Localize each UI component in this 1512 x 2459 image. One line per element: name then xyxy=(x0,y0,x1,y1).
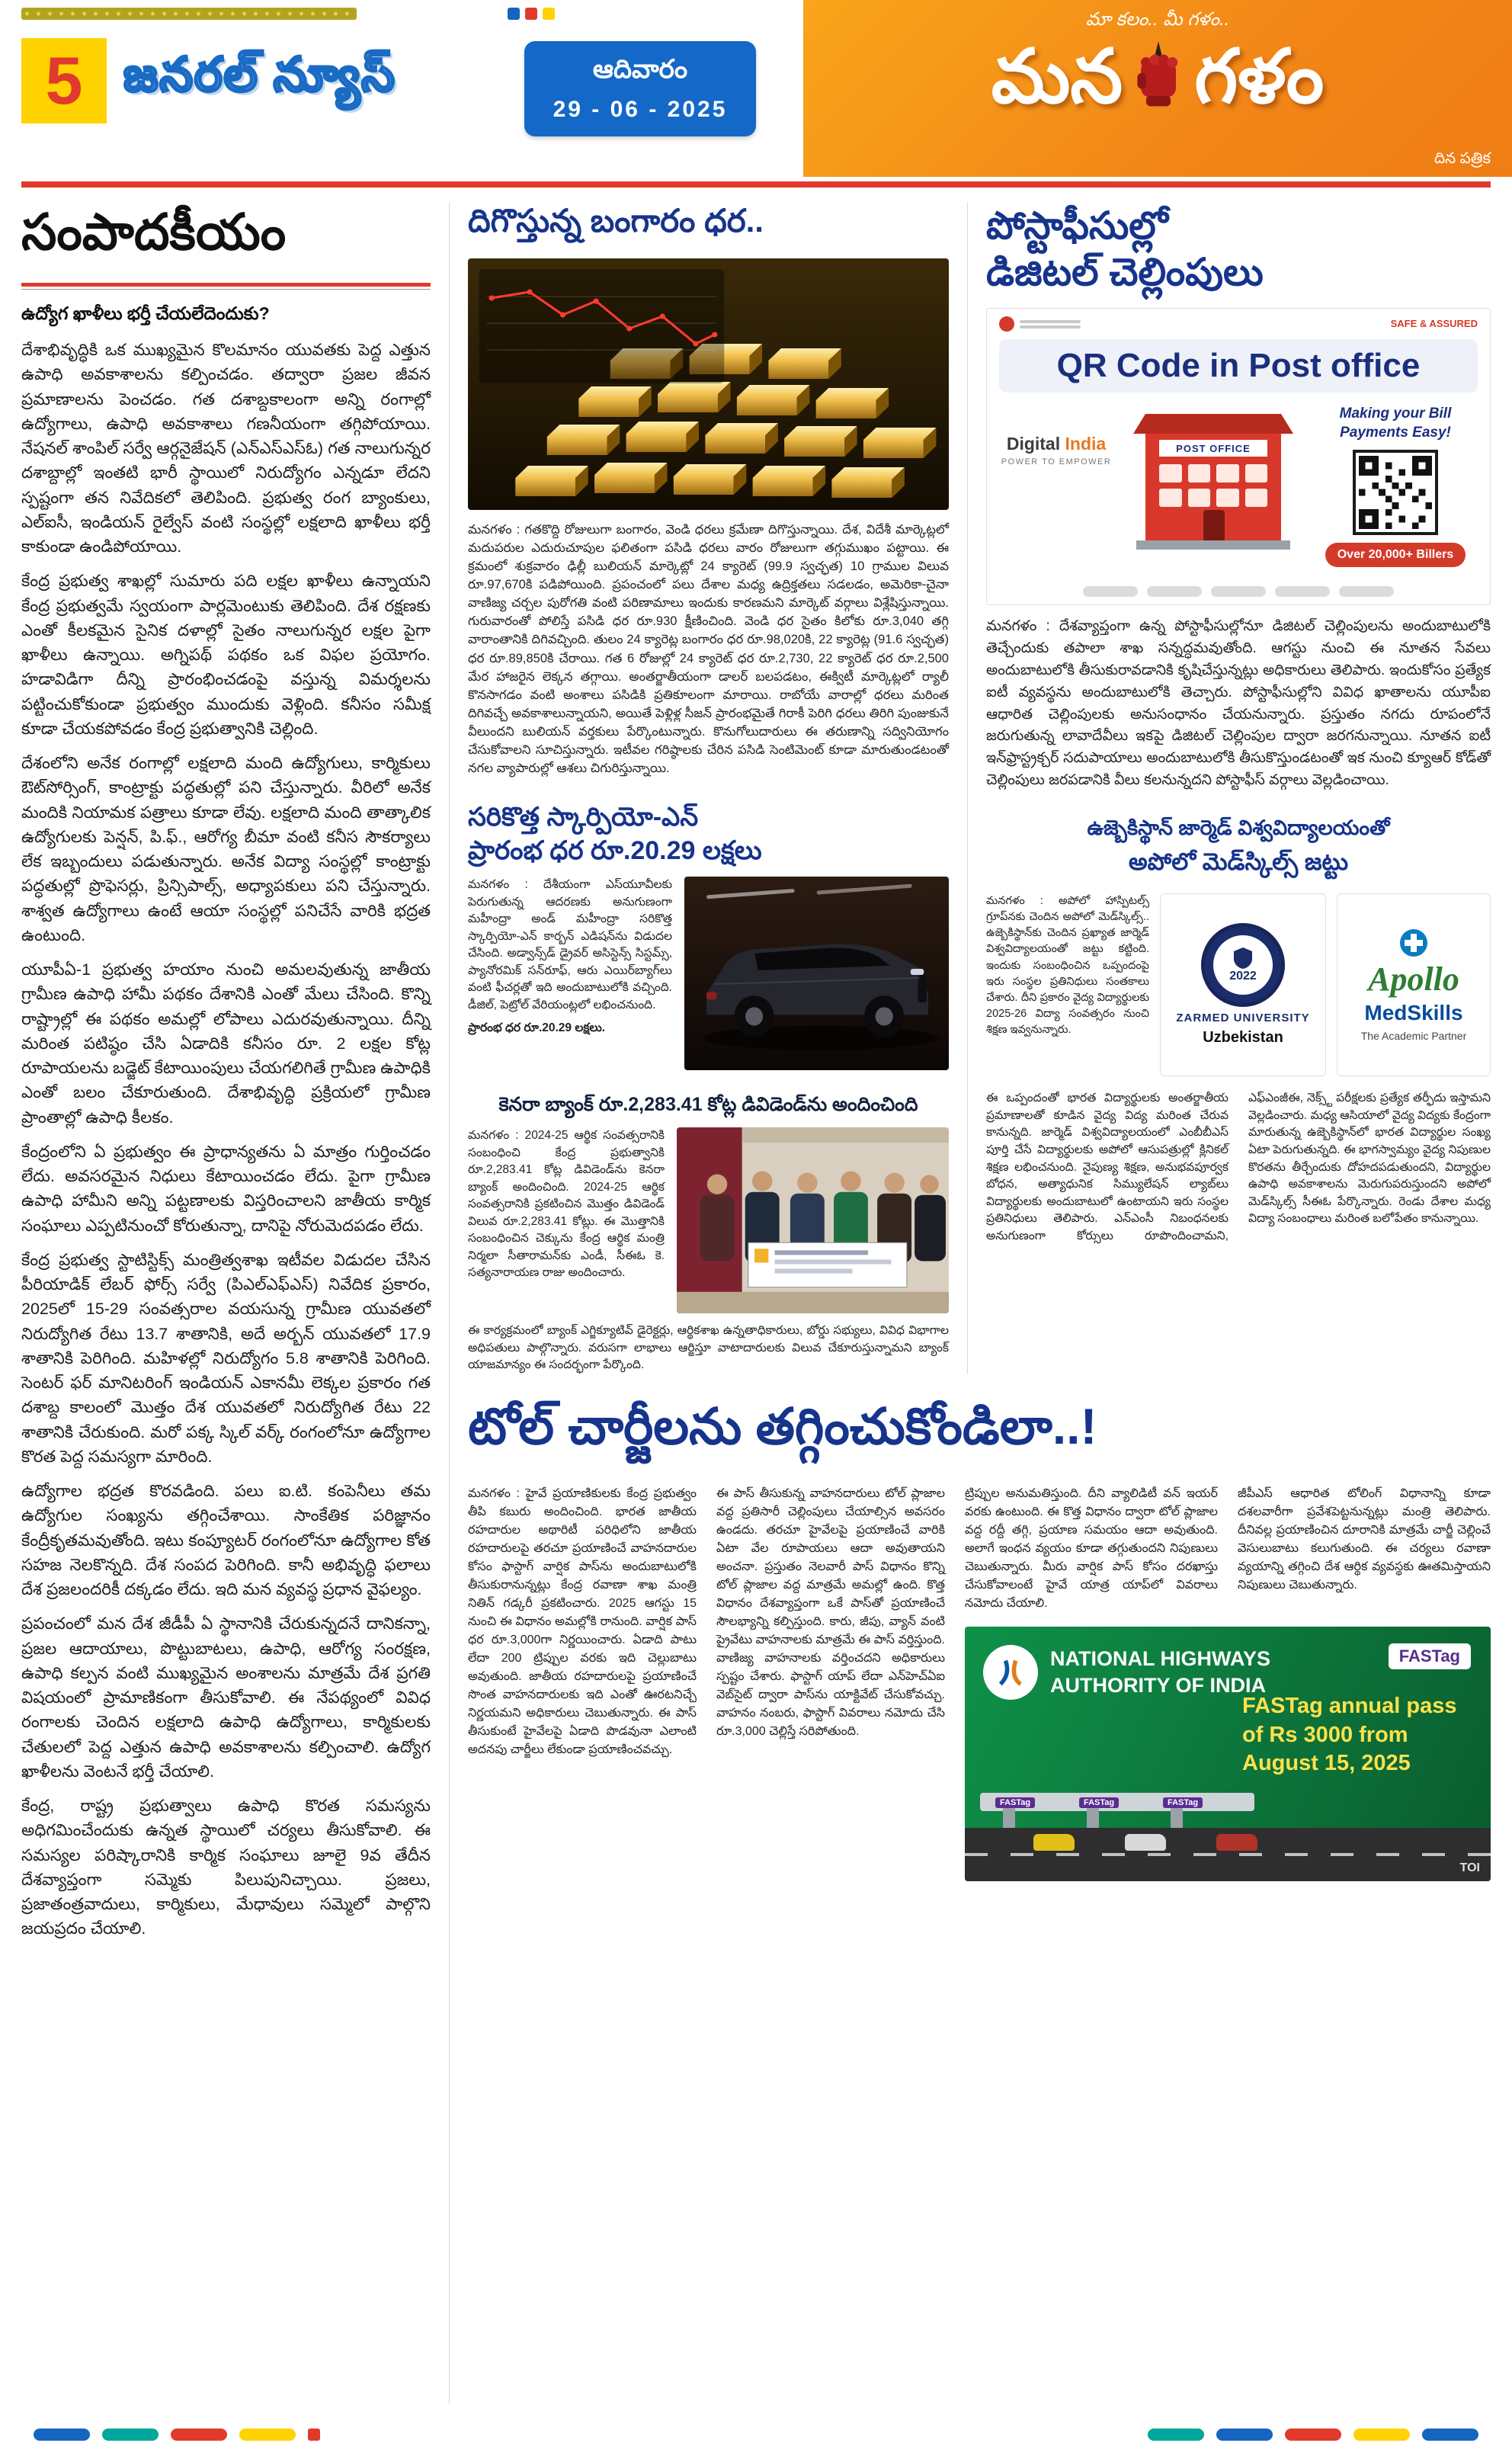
editorial-paragraph: కేంద్ర ప్రభుత్వ స్టాటిస్టిక్స్ మంత్రిత్వశాఖ ఇటీవల విడుదల చేసిన పీరియాడిక్ లేబర్ ఫోర్స్ సర్వే (పిఎల్ఎఫ్ఎస్) నివేదిక ప్రకారం, 2025లో 15-29 సంవత్సరాల వయసున్న గ్రామీణ యువతలో నిరుద్యోగిత రేటు 13.7 శాతానికి, అదే అర్బన్ యువతలో 17.9 శాతానికి పెరిగింది. మహిళల్లో నిరుద్యోగం 5.8 శాతానికి పెరిగింది. సెంటర్ ఫర్ మానిటరింగ్ ఇండియన్ ఎకానమీ లెక్కల ప్రకారం గత దశాబ్ద కాలంలో మొత్తం దేశ యువతలో నిరుద్యోగిత రేటు 22 శాతానికి చేరుకుంది. మరో పక్క స్కిల్ వర్క్ రంగంలోనూ ఉద్యోగాల కొరత పెద్ద సమస్యగా మారింది. xyxy=(21,1250,431,1466)
canara-article xyxy=(468,1092,949,1374)
brand-word-2: గళం xyxy=(1194,34,1325,118)
masthead xyxy=(0,0,1512,177)
canara-body-extra: ఈ కార్యక్రమంలో బ్యాంక్ ఎగ్జిక్యూటివ్ డైరెక్టర్లు, ఆర్థికశాఖ ఉన్నతాధికారులు, బోర్డు సభ్యులు, వివిధ విభాగాల అధిపతులు పాల్గొన్నారు. వరుసగా లాభాలు ఆర్జిస్తూ వాటాదారులకు విలువ చేకూరుస్తున్నామని బ్యాంక్ యాజమాన్యం ఈ సందర్భంగా పేర్కొంది. xyxy=(468,1324,949,1372)
apollo-body: ఈ ఒప్పందంతో భారత విద్యార్థులకు అంతర్జాతీయ ప్రమాణాలతో కూడిన వైద్య విద్య మరింత చేరువ కానున్నది. జార్మెడ్ విశ్వవిద్యాలయంలో ఎంబీబీఎస్ పూర్తి చేసే విద్యార్థులకు అపోలో ఆసుపత్రుల్లో క్లినికల్ శిక్షణ లభించనుంది. నైపుణ్య శిక్షణ, అనుభవపూర్వక బోధన, అత్యాధునిక సిమ్యులేషన్ ల్యాబ్‌లు విద్యార్థులకు అందుబాటులో ఉంటాయని ఇరు సంస్థల ప్రతినిధులు తెలిపారు. ఎన్‌ఎంసీ నిబంధనలకు అనుగుణంగా కోర్సులు రూపొందించామని, ఎఫ్‌ఎంజీఈ, నెక్స్ట్ పరీక్షలకు ప్రత్యేక తర్ఫీదు ఇస్తామని వెల్లడించారు. మధ్య ఆసియాలో వైద్య విద్యకు కేంద్రంగా మారుతున్న ఉజ్బెకిస్థాన్‌లో భారత విద్యార్థుల సంఖ్య ఏటా పెరుగుతున్నది. ఈ భాగస్వామ్యం వైద్య నిపుణుల కొరతను తీర్చేందుకు దోహదపడుతుందని, విద్యార్థుల ఉపాధి అవకాశాలను మెరుగుపరుస్తుందని అపోలో మెడ్‌స్కిల్స్ సీఈఓ పేర్కొన్నారు. రెండు దేశాల మధ్య విద్యా సంబంధాలు మరింత బలోపేతం కానున్నాయి. xyxy=(986,1092,1491,1242)
footer-decor-right xyxy=(1148,2429,1478,2441)
shield-icon xyxy=(1233,947,1253,970)
gold-headline: దిగొస్తున్న బంగారం ధర.. xyxy=(468,203,764,239)
fastag-lane-label: FASTag xyxy=(1163,1797,1203,1808)
right-zone xyxy=(450,203,1491,2404)
post-office-headline xyxy=(986,203,1491,296)
apollo-intro: మనగళం : అపోలో హాస్పిటల్స్ గ్రూప్‌నకు చెందిన అపోలో మెడ్‌స్కిల్స్.. ఉజ్బెకిస్థాన్‌కు చెందిన ప్రఖ్యాత జార్మెడ్ విశ్వవిద్యాలయంతో జట్టు కట్టింది. ఇందుకు సంబంధించిన ఒప్పందంపై ఇరు సంస్థల ప్రతినిధులు సంతకాలు చేశారు. దీని ప్రకారం వైద్య విద్యార్థులకు 2025-26 విద్యా సంవత్సరం నుంచి శిక్షణ ఇవ్వనున్నారు. xyxy=(986,895,1149,1037)
editorial-article xyxy=(21,203,450,2404)
brand-tagline: దిన పత్రిక xyxy=(1434,150,1491,167)
apollo-logo-word2: MedSkills xyxy=(1364,1001,1463,1024)
toll-col-3: ట్రిప్పుల అనుమతిస్తుంది. దీని వ్యాలిడిటీ వన్ ఇయర్ వరకు ఉంటుంది. ఈ కొత్త విధానం ద్వారా టోల్ ప్లాజాల వద్ద రద్దీ తగ్గి, ప్రయాణ సమయం ఆదా అవుతుంది. అలాగే ఇంధన వ్యయం కూడా తగ్గుతుందని నిపుణులు చెబుతున్నారు. మీరు వార్షిక పాస్ కోసం దరఖాస్తు చేసుకోవాలంటే హైవే యాత్ర యాప్‌లో వివరాలు నమోదు చేయాలి. xyxy=(965,1486,1218,1610)
nhai-fastag-image xyxy=(965,1627,1491,1881)
gold-body: మనగళం : గతకొద్ది రోజులుగా బంగారం, వెండి ధరలు క్రమేణా దిగొస్తున్నాయి. దేశ, విదేశీ మార్కెట్లలో మదుపరుల ఎదురుచూపుల ఫలితంగా పసిడి ధరలు వారం రోజులుగా తగ్గుముఖం పట్టాయి. ఈ క్రమంలో శుక్రవారం ఢిల్లీ బులియన్ మార్కెట్లో 24 క్యారెట్ (99.9 స్వచ్ఛత) 10 గ్రాముల విలువ రూ.97,670కి పడిపోయింది. ప్రపంచంలో పలు దేశాల మధ్య ఉద్రిక్తతలు సడలడం, అమెరికా-చైనా వాణిజ్య చర్చల పురోగతి వంటి పరిణామాలు ఇందుకు కారణమని మార్కెట్ వర్గాలు విశ్లేషిస్తున్నాయి. గురువారంతో పోలిస్తే పసిడి ధర రూ.930 క్షీణించింది. వెండి ధర సైతం కిలోకు రూ.3,040 తగ్గి వారాంతానికి దిగివచ్చింది. తులం 24 క్యారెట్ల బంగారం ధర రూ.98,020కి, 22 క్యారెట్ల (91.6 స్వచ్ఛత) ధర రూ.89,850కి చేరాయి. గత 6 రోజుల్లో 24 క్యారెట్ ధర రూ.2,730, 22 క్యారెట్ ధర రూ.2,500 మేర హాజరైన లెక్కన తగ్గాయి. అంతర్జాతీయంగా డాలర్ బలపడటం, ఈక్విటీ మార్కెట్లలో ర్యాలీ కొనసాగడం వంటి అంశాలు పసిడికి ప్రతికూలంగా మారాయి. రాబోయే వారాల్లో ధరలు మరింత దిగివచ్చే అవకాశాలున్నాయని, అయితే పెళ్లిళ్ల సీజన్ ప్రారంభమైతే గిరాకీ పెరిగి ధరలు తిరిగి పుంజుకునే వీలుందని బులియన్ వర్తకులు పేర్కొంటున్నారు. కొనుగోలుదారులు ఈ తరుణాన్ని సద్వినియోగం చేసుకోవాలని సూచిస్తున్నారు. ఇటీవల గరిష్ఠాలకు చేరిన పసిడి సెంటిమెంట్ కూడా మారుతుండటంతో నగల వ్యాపారుల్లో ఆశలు చిగురిస్తున్నాయి. xyxy=(468,523,949,776)
fist-icon xyxy=(1132,40,1185,114)
post-office-building-illustration xyxy=(1123,414,1304,557)
apollo-logo-tagline: The Academic Partner xyxy=(1360,1030,1467,1042)
safe-assured-badge: SAFE & ASSURED xyxy=(1390,318,1478,330)
digital-india-word2: India xyxy=(1065,434,1107,454)
zarmed-country: Uzbekistan xyxy=(1203,1029,1283,1046)
digital-india-word1: Digital xyxy=(1006,434,1065,454)
main-content xyxy=(0,203,1512,2404)
post-office-headline-line1: పోస్టాఫీసుల్లో xyxy=(986,204,1168,247)
fastag-logo: FASTag xyxy=(1389,1643,1471,1669)
scorpio-headline xyxy=(468,800,949,867)
canara-body: మనగళం : 2024-25 ఆర్థిక సంవత్సరానికి సంబంధించి కేంద్ర ప్రభుత్వానికి రూ.2,283.41 కోట్ల డివిడెండ్‌ను కెనరా బ్యాంక్ అందించింది. 2024-25 ఆర్థిక సంవత్సరానికి ప్రకటించిన మొత్తం డివిడెండ్ విలువ రూ.2,283.41 కోట్లు. ఈ మొత్తానికి సంబంధించిన చెక్కును కేంద్ర ఆర్థిక మంత్రి నిర్మలా సీతారామన్‌కు ఎండీ, సీఈఓ కె. సత్యనారాయణ రాజు అందించారు. xyxy=(468,1129,665,1280)
issue-date: 29 - 06 - 2025 xyxy=(553,96,728,122)
toll-article xyxy=(468,1397,1491,1881)
scorpio-body: మనగళం : దేశీయంగా ఎస్‌యూవీలకు పెరుగుతున్న ఆదరణకు అనుగుణంగా మహీంద్రా అండ్ మహీంద్రా సరికొత్త స్కార్పియో-ఎన్ కార్బన్ ఎడిషన్‌ను విడుదల చేసింది. అడ్వాన్స్‌డ్ డ్రైవర్ అసిస్టెన్స్ సిస్టమ్స్, ప్యానోరమిక్ సన్‌రూఫ్, ఆరు ఎయిర్‌బ్యాగ్‌లు వంటి ఫీచర్లతో ఇది అందుబాటులోకి వచ్చింది. డీజిల్, పెట్రోల్ వేరియంట్లలో లభించనుంది. xyxy=(468,878,672,1011)
post-office-headline-line2: డిజిటల్ చెల్లింపులు xyxy=(986,251,1264,293)
toll-col-1: మనగళం : హైవే ప్రయాణికులకు కేంద్ర ప్రభుత్వం తీపి కబురు అందించింది. భారత జాతీయ రహదారుల అథారిటీ పరిధిలోని జాతీయ రహదారులపై తరచూ ప్రయాణించే వాహనదారుల కోసం ఫాస్టాగ్ వార్షిక పాస్‌ను అందుబాటులోకి తీసుకురానున్నట్లు కేంద్ర రవాణా శాఖ మంత్రి నితిన్ గడ్కరీ ప్రకటించారు. 2025 ఆగస్టు 15 నుంచి ఈ విధానం అమల్లోకి రానుంది. వార్షిక పాస్ ధర రూ.3,000గా నిర్ణయించారు. ఏడాది పాటు లేదా 200 ట్రిప్పుల వరకు ఇది చెల్లుబాటు అవుతుంది. జాతీయ రహదారులపై ప్రయాణించే సొంత వాహనదారులకు ఇది ఎంతో ఊరటనిచ్చే నిర్ణయమని అధికారులు చెబుతున్నారు. ఈ పాస్ తీసుకుంటే హైవేలపై ఏడాది పొడవునా ఎలాంటి అదనపు చార్జీలు లేకుండా ప్రయాణించవచ్చు. xyxy=(468,1486,697,1756)
decorative-squares xyxy=(508,8,555,20)
editorial-lead: ఉద్యోగ ఖాళీలు భర్తీ చేయలేదెందుకు? xyxy=(21,303,270,323)
scorpio-article xyxy=(468,800,949,1070)
editorial-paragraph: యూపీఏ-1 ప్రభుత్వ హయాం నుంచి అమలవుతున్న జాతీయ గ్రామీణ ఉపాధి హామీ పథకం దేశానికి ఎంతో మేలు చేసింది. కొన్ని రాష్ట్రాల్లో ఈ పథకం అమల్లో లోపాలు ఎదురవుతున్నాయి. దీన్ని మరింత పటిష్ఠం చేసి ఏడాదికి కనీసం రూ. 2 లక్షల కోట్ల రూపాయలను బడ్జెట్ కేటాయింపులు చేయగలిగితే గ్రామీణ ఉపాధికి ఎంతో బలం చేకూరుతుంది. దేశాభివృద్ధి ప్రక్రియలో గ్రామీణ ప్రాంతాల్లో ఉపాధి కీలకం. xyxy=(21,960,431,1127)
gold-bars-image xyxy=(468,258,949,510)
billers-badge: Over 20,000+ Billers xyxy=(1325,543,1466,567)
right-column xyxy=(968,203,1491,1374)
brand-word-1: మన xyxy=(991,34,1123,118)
brand-slogan: మా కలం.. మీ గళం.. xyxy=(1085,9,1230,30)
toll-col-4: జీపీఎస్ ఆధారిత టోలింగ్ విధానాన్ని కూడా దశలవారీగా ప్రవేశపెట్టనున్నట్లు మంత్రి తెలిపారు. దీనివల్ల ప్రయాణించిన దూరానికి మాత్రమే చార్జీ చెల్లించే వెసులుబాటు కలుగుతుంది. ఈ చర్యలు రవాణా వ్యయాన్ని తగ్గించి దేశ ఆర్థిక వ్యవస్థకు ఊతమిస్తాయని నిపుణులు చెబుతున్నారు. xyxy=(1238,1486,1491,1592)
india-post-logo xyxy=(999,316,1081,332)
toi-watermark: TOI xyxy=(1459,1861,1480,1874)
editorial-title: సంపాదకీయం xyxy=(21,204,287,260)
scorpio-price-note: ప్రారంభ ధర రూ.20.29 లక్షలు. xyxy=(468,1021,606,1035)
toll-col-2: ఈ పాస్ తీసుకున్న వాహనదారులు టోల్ ప్లాజాల వద్ద ప్రతిసారీ చెల్లింపులు చేయాల్సిన అవసరం ఉండదు. తరచూ హైవేలపై ప్రయాణించే వారికి ఏటా వేల రూపాయలు ఆదా అవుతాయని అంచనా. ప్రస్తుతం నెలవారీ పాస్ విధానం కొన్ని టోల్ ప్లాజాల వద్ద మాత్రమే అమల్లో ఉంది. కొత్త విధానం దేశవ్యాప్తంగా ఒకే పాస్‌తో ప్రయాణించే సౌలభ్యాన్ని కల్పిస్తుంది. కారు, జీపు, వ్యాన్ వంటి ప్రైవేటు వాహనాలకు మాత్రమే ఈ పాస్ వర్తిస్తుంది. వాణిజ్య వాహనాలకు వర్తించదని అధికారులు స్పష్టం చేశారు. ఫాస్టాగ్ యాప్ లేదా ఎన్‌హెచ్ఏఐ వెబ్‌సైట్ ద్వారా పాస్‌ను యాక్టివేట్ చేసుకోవచ్చు. వాహనం నంబరు, ఫాస్టాగ్ వివరాలు నమోదు చేసి రూ.3,000 చెల్లిస్తే సరిపోతుంది. xyxy=(716,1486,945,1738)
decorative-dot-strip xyxy=(21,8,357,20)
fastag-lane-label: FASTag xyxy=(995,1797,1035,1808)
post-office-sign: POST OFFICE xyxy=(1159,440,1267,457)
masthead-divider xyxy=(21,181,1491,188)
weekday: ఆదివారం xyxy=(592,54,688,84)
page-footer xyxy=(0,2410,1512,2459)
editorial-paragraph: ఉద్యోగాల భద్రత కొరవడింది. పలు ఐ.టి. కంపెనీలు తమ ఉద్యోగుల సంఖ్యను తగ్గించేశాయి. సాంకేతిక పరిజ్ఞానం కేంద్రీకృతమవుతోంది. ఇటు కంప్యూటర్ రంగంలోనూ ఉద్యోగాల కోత సహజ నెలకొన్నది. దేశ సంపద పెరిగింది. కానీ అభివృద్ధి ఫలాలు దేశ ప్రజలందరికీ దక్కడం లేదు. ఇది మన వ్యవస్థ ప్రధాన వైఫల్యం. xyxy=(21,1482,431,1598)
brand-panel xyxy=(803,0,1512,177)
zarmed-name: ZARMED UNIVERSITY xyxy=(1176,1011,1310,1024)
apollo-headline-line2: అపోలో మెడ్‌స్కిల్స్ జట్టు xyxy=(1128,848,1349,875)
apollo-medskills-article xyxy=(986,816,1491,1246)
qr-post-office-promo-image xyxy=(986,308,1491,605)
apollo-headline-line1: ఉజ్బెకిస్థాన్ జార్మెడ్ విశ్వవిద్యాలయంతో xyxy=(1087,816,1390,839)
post-office-body: మనగళం : దేశవ్యాప్తంగా ఉన్న పోస్టాఫీసుల్లోనూ డిజిటల్ చెల్లింపులను అందుబాటులోకి తెచ్చేందుకు తపాలా శాఖ సన్నద్ధమవుతోంది. ఆగస్టు నుంచి ఈ నూతన సేవలు అందుబాటులోకి తీసుకురావడానికి కృషిచేస్తున్నట్లు అధికారులు తెలిపారు. ఇందుకోసం ప్రత్యేక ఐటీ వ్యవస్థను అందుబాటులోకి తెచ్చారు. పోస్టాఫీసుల్లోని వివిధ ఖాతాలను యూపీఐ ఆధారిత చెల్లింపులకు అనుసంధానం చేయనున్నారు. ప్రస్తుతం నగదు రూపంలోనే జరుగుతున్న లావాదేవీలు ఇకపై డిజిటల్ చెల్లింపుల ద్వారా జరగనున్నాయి. నూతన ఐటీ ఇన్‌ఫ్రాస్ట్రక్చర్ సదుపాయాలు అందుబాటులోకి తీసుకొస్తుండటంతో ఇక నుంచి క్యూఆర్ కోడ్‌తో చెల్లింపులు జరపడానికి వీలు కలనున్నదని పోస్టాఫీస్ వర్గాలు వెల్లడించాయి. xyxy=(986,618,1491,789)
canara-cheque-photo xyxy=(677,1127,949,1313)
editorial-rule-thin xyxy=(21,289,431,290)
scorpio-headline-line1: సరికొత్త స్కార్పియో-ఎన్ xyxy=(468,803,699,832)
scorpio-headline-line2: ప్రారంభ ధర రూ.20.29 లక్షలు xyxy=(468,836,762,866)
nhai-logo xyxy=(983,1645,1038,1700)
page-number: 5 xyxy=(21,38,107,123)
footer-decor-left xyxy=(34,2429,320,2441)
zarmed-year: 2022 xyxy=(1229,970,1257,983)
fastag-lane-label: FASTag xyxy=(1079,1797,1119,1808)
editorial-paragraph: దేశంలోని అనేక రంగాల్లో లక్షలాది మంది ఉద్యోగులు, కార్మికులు ఔట్‌సోర్సింగ్, కాంట్రాక్టు పద్ధతుల్లో పని చేస్తున్నారు. వీరిలో అనేక మందికి నియామక పత్రాలు కూడా లేవు. లక్షలాది మంది తాత్కాలిక ఉద్యోగులకు పెన్షన్, పి.ఫ్., ఆరోగ్య బీమా వంటి కనీస సౌకర్యాలు లేక ఇబ్బందులు పడుతున్నారు. అనేక విద్యా సంస్థల్లో కాంట్రాక్టు పద్ధతుల్లో ప్రొఫెసర్లు, ప్రిన్సిపాల్స్, అధ్యాపకులు పని చేస్తున్నారు. శాశ్వత ఉద్యోగాలు ఉంటే ఆయా సంస్థల్లో పనిచేసే వారికి భద్రత ఉంటుంది. xyxy=(21,754,431,944)
canara-headline: కెనరా బ్యాంక్ రూ.2,283.41 కోట్ల డివిడెండ్‌ను అందించింది xyxy=(498,1094,918,1116)
date-box xyxy=(524,41,757,136)
fastag-pass-text: FASTag annual pass of Rs 3000 from August 15, 2025 xyxy=(1242,1693,1457,1776)
masthead-center xyxy=(488,0,793,177)
editorial-paragraph: ప్రపంచంలో మన దేశ జీడీపీ ఏ స్థానానికి చేరుకున్నదనే దానికన్నా, ప్రజల ఆదాయాలు, పొట్టుబాటలు, ఉపాధి, ఆరోగ్య సంరక్షణ, ఉపాధి కల్పన వంటి ముఖ్యమైన అంశాలను మాత్రమే దేశ ప్రగతి విషయంలో ప్రామాణికంగా తీసుకోవాలి. ఈ నేపథ్యంలో వివిధ రంగాలకు చెందిన లక్షలాది ఉపాధి ఉద్యోగాలు, కార్మికులకు చేతులలో పెద్ద ఎత్తున ఉపాధి అవకాశాలను కల్పించాలి. ఉద్యోగ ఖాళీలను వెంటనే భర్తీ చేయాలి. xyxy=(21,1614,431,1781)
promo-tagline: Making your Bill Payments Easy! xyxy=(1339,406,1452,441)
post-office-article xyxy=(986,203,1491,792)
medical-cross-icon xyxy=(1398,928,1429,958)
apollo-medskills-logo xyxy=(1337,893,1491,1076)
toll-plaza-illustration xyxy=(965,1790,1491,1881)
masthead-left xyxy=(0,0,488,177)
middle-column xyxy=(468,203,968,1374)
editorial-paragraph: కేంద్రంలోని ఏ ప్రభుత్వం ఈ ప్రాధాన్యతను ఏ మాత్రం గుర్తించడం లేదు. అవసరమైన నిధులు కేటాయించడం లేదు. పైగా గ్రామీణ ఉపాధి హామీని అన్ని పట్టణాలకు విస్తరించాలని జాతీయ కార్మిక సంఘాలు ఎప్పటినుంచో కోరుతున్నా, దానిపై నోరుమెదపడం లేదు. xyxy=(21,1142,431,1235)
editorial-rule xyxy=(21,283,431,287)
gold-price-article xyxy=(468,203,949,777)
partner-logos-row xyxy=(999,586,1478,597)
promo-title: QR Code in Post office xyxy=(999,339,1478,393)
digital-india-logo xyxy=(999,434,1113,567)
editorial-paragraph: కేంద్ర, రాష్ట్ర ప్రభుత్వాలు ఉపాధి కొరత సమస్యను అధిగమించేందుకు ఉన్నత స్థాయిలో చర్యలు తీసుకోవాలి. ఈ సమస్యల పరిష్కారానికి కార్మిక సంఘాలు జూలై 9వ తేదీన దేశవ్యాప్తంగా సమ్మెకు పిలుపునిచ్చాయి. ప్రజలు, ప్రజాతంత్రవాదులు, కార్మికులు, మేధావులు సమ్మెలో పాల్గొని జయప్రదం చేయాలి. xyxy=(21,1797,431,1938)
toll-headline: టోల్ చార్జీలను తగ్గించుకోండిలా..! xyxy=(468,1397,1097,1454)
qr-code xyxy=(1353,450,1438,535)
digital-india-tagline: POWER TO EMPOWER xyxy=(1001,457,1112,466)
editorial-paragraph: దేశాభివృద్ధికి ఒక ముఖ్యమైన కొలమానం యువతకు పెద్ద ఎత్తున ఉపాధి అవకాశాలను కల్పించడం. తద్వారా ప్రజల జీవన ప్రమాణాలను పెంచడం. గత దశాబ్దకాలంగా అన్ని రంగాల్లో ఉద్యోగాలు, ఉపాధి అవకాశాలు గణనీయంగా తగ్గిపోయాయి. నేషనల్ శాంపిల్ సర్వే ఆర్గనైజేషన్ (ఎన్ఎస్ఎస్ఓ) గత నాలుగున్నర దశాబ్దాల్లో ఇంతటి భారీ స్థాయిలో నిరుద్యోగం ఎన్నడూ లేదని స్పష్టంగా తన నివేదికలో తెలిపింది. ప్రభుత్వ రంగ బ్యాంకులు, ఎల్ఐసీ, ఇండియన్ రైల్వేస్ వంటి సంస్థల్లో లక్షలాది ఖాళీలు భర్తీ కాకుండా ఉండిపోయాయి. xyxy=(21,341,431,556)
apollo-logo-word1: Apollo xyxy=(1368,960,1459,998)
editorial-paragraph: కేంద్ర ప్రభుత్వ శాఖల్లో సుమారు పది లక్షల ఖాళీలు ఉన్నాయని కేంద్ర ప్రభుత్వమే స్వయంగా పార్లమెంటుకు తెలిపింది. దేశ రక్షణకు ఎంతో కీలకమైన సైనిక దళాల్లో సైతం నాలుగున్నర లక్షల పైగా ఖాళీలు ఉన్నాయి. అగ్నిపథ్ పథకం ఒక విఫల ప్రయోగం. హడావిడిగా దీన్ని ప్రారంభించడంపై వస్తున్న విమర్శలను పట్టించుకోకుండా ప్రభుత్వం ముందుకు వెళ్లింది. కనీసం సమీక్ష కూడా చేయకపోవడం కేంద్ర ప్రభుత్వానికి చెల్లింది. xyxy=(21,572,431,738)
nhai-org-name: NATIONAL HIGHWAYS AUTHORITY OF INDIA xyxy=(1050,1647,1271,1697)
scorpio-car-image xyxy=(684,877,949,1070)
section-title: జనరల్ న్యూస్ xyxy=(123,49,396,101)
zarmed-university-logo xyxy=(1160,893,1326,1076)
